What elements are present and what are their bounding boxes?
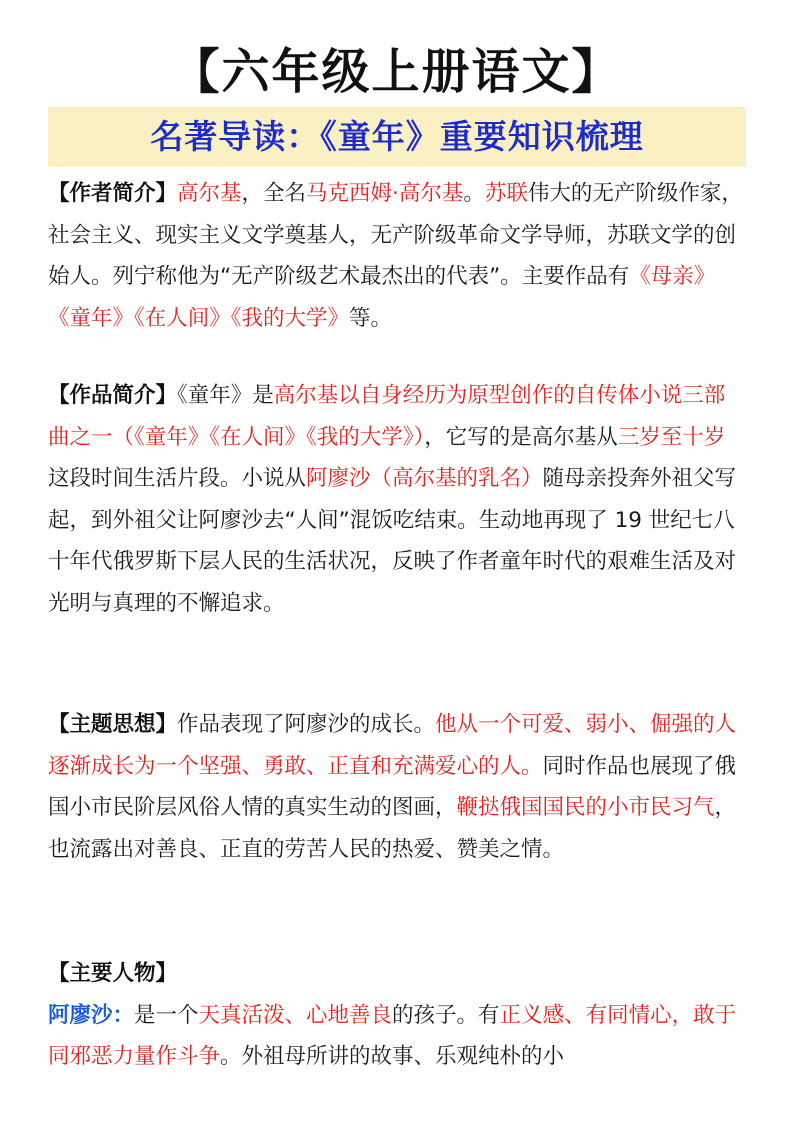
author-text-2: 。 <box>463 181 485 206</box>
theme-text-1: 作品表现了阿廖沙的成长。 <box>177 712 436 737</box>
author-text-3: 伟大的无产阶级作家，社会主义、现实主义文学奠基人，无产阶级革命文学导师，苏联文学的创始人。列宁称他为“无产阶级艺术最杰出的代表”。主要作品有 <box>48 181 743 289</box>
theme-label: 【主题思想】 <box>48 712 178 737</box>
theme-text-2: 同时作品也展现了俄国小市民阶层风俗人情的真实生动的图画， <box>48 753 737 820</box>
character-highlight-2: 正义感、有同情心，敢于同邪恶力量作斗争 <box>48 1002 737 1069</box>
theme-text-3: ，也流露出对善良、正直的劳苦人民的热爱、赞美之情。 <box>48 795 737 862</box>
author-text-4: 等。 <box>349 305 393 331</box>
character-name: 阿廖沙： <box>48 1002 135 1028</box>
work-text-2: ，它写的是高尔基从 <box>424 424 618 450</box>
character-text-3: 。外祖母所讲的故事、乐观纯朴的小 <box>220 1044 565 1069</box>
author-country: 苏联 <box>484 181 528 206</box>
banner <box>48 107 746 167</box>
work-text-1: 《童年》是 <box>177 383 274 408</box>
character-highlight-1: 天真活泼、心地善良 <box>198 1002 393 1028</box>
section-theme <box>48 704 746 870</box>
author-label: 【作者简介】 <box>48 181 178 206</box>
author-name: 高尔基 <box>177 181 242 206</box>
section-characters <box>48 953 746 1078</box>
section-author <box>48 173 746 339</box>
theme-highlight-1: 他从一个可爱、弱小、倔强的人逐渐成长为一个坚强、勇敢、正直和充满爱心的人。 <box>48 712 737 779</box>
banner-title: 名著导读：《童年》重要知识梳理 <box>150 117 644 156</box>
character-text-2: 的孩子。有 <box>392 1002 500 1028</box>
theme-highlight-2: 鞭挞俄国国民的小市民习气 <box>456 795 715 820</box>
characters-label: 【主要人物】 <box>48 961 178 986</box>
character-text-1: 是一个 <box>134 1002 199 1028</box>
work-highlight-2: 三岁至十岁 <box>617 424 726 450</box>
author-works: 《母亲》《童年》《在人间》《我的大学》 <box>48 264 716 331</box>
work-highlight-3: 阿廖沙（高尔基的乳名） <box>306 466 543 491</box>
work-label: 【作品简介】 <box>48 383 178 408</box>
work-text-3: 这段时间生活片段。小说从 <box>48 466 307 491</box>
author-text-1: ，全名 <box>241 181 307 206</box>
author-full-name: 马克西姆·高尔基 <box>306 181 464 206</box>
work-highlight-1: 高尔基以自身经历为原型创作的自传体小说三部曲之一（《童年》《在人间》《我的大学》） <box>48 383 726 450</box>
page-title: 【六年级上册语文】 <box>171 44 622 100</box>
work-text-4: 随母亲投奔外祖父写起，到外祖父让阿廖沙去“人间”混饭吃结束。生动地再现了 19 世纪七八十年代俄罗斯下层人民的生活状况，反映了作者童年时代的艰难生活及对光明与真理的不懈追求。 <box>48 466 737 616</box>
section-work <box>48 375 746 624</box>
